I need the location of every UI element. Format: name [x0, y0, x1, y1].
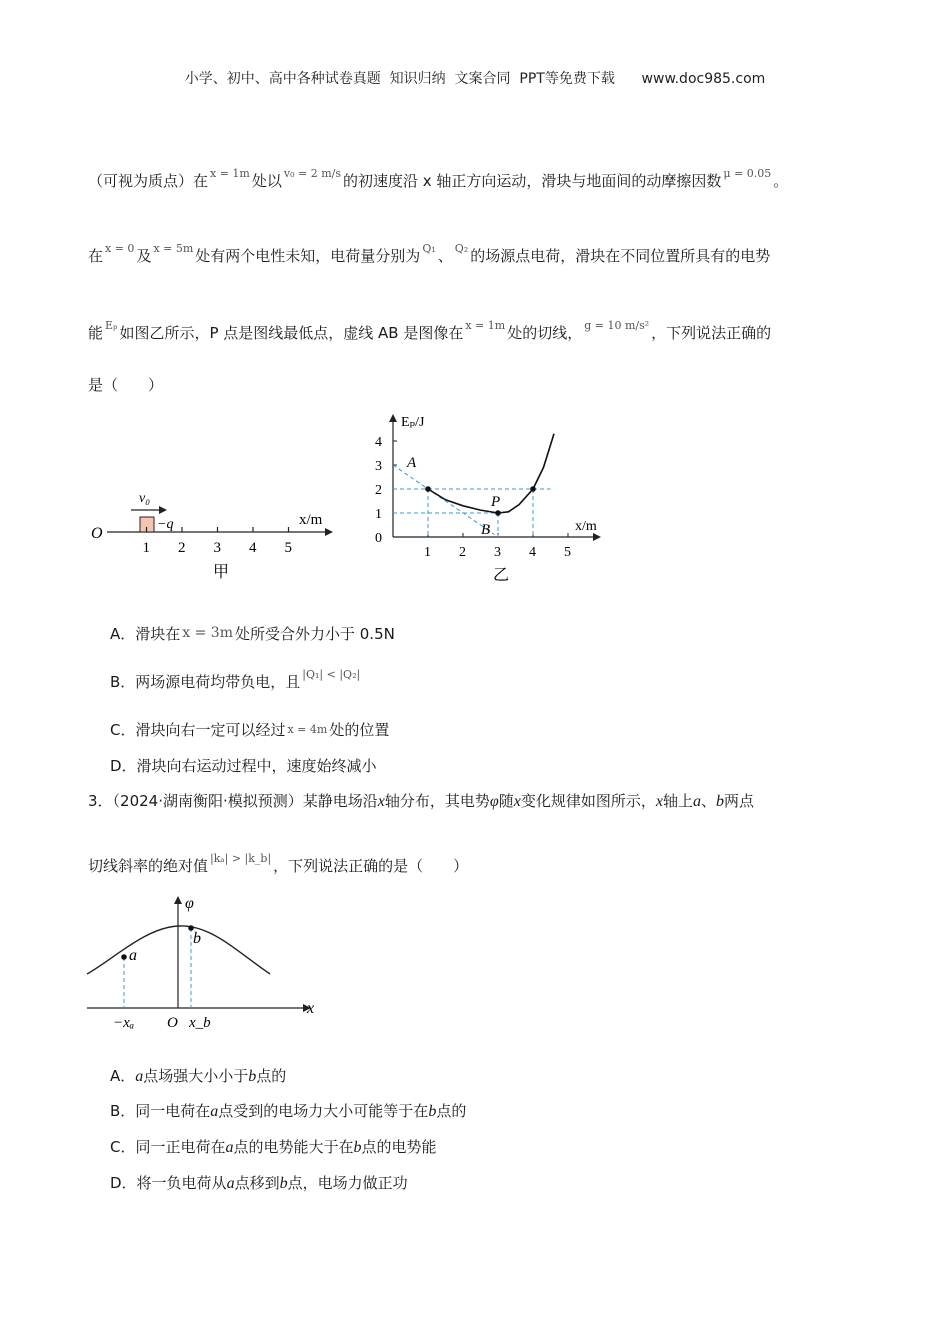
formula: x = 4m — [287, 723, 328, 736]
q2-line-4: 是（ ） — [88, 376, 164, 394]
text: ，下列说法正确的是（ ） — [273, 857, 469, 875]
v0-label: v₀ — [139, 491, 151, 506]
var: x — [377, 793, 385, 810]
formula: |Q₁| < |Q₂| — [302, 668, 361, 681]
text: 轴上 — [663, 792, 694, 810]
formula: Q₂ — [454, 242, 469, 255]
text: 变化规律如图所示， — [520, 792, 656, 810]
point-1 — [425, 486, 431, 492]
text: 处有两个电性未知，电荷量分别为 — [195, 247, 421, 265]
jia-origin: O — [91, 525, 103, 542]
jia-axis-arrow — [325, 528, 333, 536]
text: 、 — [701, 792, 717, 810]
text: 点，电场力做正功 — [287, 1174, 408, 1192]
xb-label: x_b — [189, 1015, 211, 1031]
yi-xtick-label: 5 — [564, 545, 571, 560]
formula: x = 3m — [182, 625, 233, 641]
text: C．同一正电荷在 — [110, 1138, 226, 1156]
text: D．将一负电荷从 — [110, 1174, 227, 1192]
text: 处的位置 — [329, 721, 390, 739]
text: 处所受合外力小于 0.5N — [234, 625, 395, 643]
yi-xlabel: x/m — [575, 519, 597, 534]
var: b — [716, 793, 725, 810]
a-label: a — [129, 947, 137, 964]
text: 的初速度沿 x 轴正方向运动，滑块与地面间的动摩擦因数 — [343, 172, 722, 190]
jia-xlabel: x/m — [299, 512, 323, 528]
jia-tick-label: 2 — [178, 540, 186, 556]
q2-option-b[interactable] — [110, 668, 362, 692]
formula: x = 1m — [210, 167, 250, 180]
text: A． — [110, 1067, 136, 1085]
text: 及 — [136, 247, 152, 265]
velocity-arrowhead — [159, 506, 167, 514]
yi-y-arrow — [389, 414, 397, 422]
q3-line-1 — [88, 790, 754, 811]
var: x — [655, 793, 663, 810]
jia-tick-label: 4 — [249, 540, 257, 556]
var: x — [513, 793, 521, 810]
charge-label: −q — [157, 517, 174, 532]
formula: x = 1m — [465, 319, 506, 332]
var: a — [135, 1068, 144, 1085]
figure-yi — [365, 410, 615, 588]
text: 处的切线， — [507, 324, 583, 342]
yi-xtick-label: 3 — [494, 545, 501, 560]
jia-tick-label: 1 — [142, 540, 150, 556]
formula: x = 5m — [153, 242, 194, 255]
yi-ytick-label: 0 — [375, 531, 382, 546]
text: 点的 — [256, 1067, 287, 1085]
text: 点场强大小小于 — [143, 1067, 249, 1085]
var: b — [428, 1103, 437, 1120]
text: 轴分布，其电势 — [384, 792, 490, 810]
jia-tick-label: 5 — [284, 540, 292, 556]
text: 在 — [88, 247, 104, 265]
text: 点的电势能大于在 — [233, 1138, 354, 1156]
yi-ytick-label: 3 — [375, 459, 382, 474]
yi-ytick-label: 1 — [375, 507, 382, 522]
text: 能 — [88, 324, 104, 342]
x-label: x — [307, 1000, 315, 1017]
var: a — [693, 793, 702, 810]
q3-option-b[interactable] — [110, 1100, 466, 1121]
yi-x-arrow — [593, 533, 601, 541]
q2-option-c[interactable] — [110, 719, 389, 740]
q2-option-d[interactable]: D．滑块向右运动过程中，速度始终减小 — [110, 757, 377, 775]
figure-jia — [85, 480, 345, 585]
label-P: P — [491, 494, 501, 510]
yi-xtick-label: 1 — [424, 545, 431, 560]
text: 点的电势能 — [361, 1138, 437, 1156]
jia-tick-label: 3 — [213, 540, 221, 556]
text: ，下列说法正确的 — [651, 324, 772, 342]
text: B．两场源电荷均带负电，且 — [110, 673, 301, 691]
var: a — [210, 1103, 219, 1120]
point-P — [495, 510, 501, 516]
phi-label: φ — [185, 895, 194, 912]
text: （可视为质点）在 — [88, 172, 209, 190]
yi-xtick-label: 4 — [529, 545, 536, 560]
var: b — [353, 1139, 362, 1156]
q2-line-3 — [88, 319, 772, 343]
point-a — [121, 954, 127, 960]
page-header: 小学、初中、高中各种试卷真题 知识归纳 文案合同 PPT等免费下载 www.doc985.com — [184, 71, 766, 87]
var: b — [279, 1175, 288, 1192]
q3-option-c[interactable] — [110, 1136, 437, 1157]
text: 的场源点电荷，滑块在不同位置所具有的电势 — [470, 247, 771, 265]
q3-line-2 — [88, 852, 469, 876]
b-label: b — [193, 930, 201, 947]
var: a — [226, 1175, 235, 1192]
phi-y-arrow — [174, 896, 182, 904]
label-A: A — [407, 455, 417, 471]
text: 、 — [437, 247, 453, 265]
text: A．滑块在 — [110, 625, 181, 643]
formula: μ = 0.05 — [723, 167, 772, 180]
text: 3．（2024·湖南衡阳·模拟预测）某静电场沿 — [88, 792, 378, 810]
yi-xtick-label: 2 — [459, 545, 466, 560]
yi-ytick-label: 4 — [375, 435, 382, 450]
q2-line-2 — [88, 242, 771, 266]
text: B．同一电荷在 — [110, 1102, 211, 1120]
jia-caption: 甲 — [213, 564, 230, 581]
xa-label: −xₐ — [113, 1015, 135, 1031]
text: C．滑块向右一定可以经过 — [110, 721, 286, 739]
label-B: B — [481, 522, 491, 538]
q2-line-1 — [88, 167, 789, 191]
text: 处以 — [251, 172, 282, 190]
text: 。 — [773, 172, 789, 190]
text: 两点 — [724, 792, 755, 810]
text: 点的 — [436, 1102, 467, 1120]
formula: v₀ = 2 m/s — [283, 167, 341, 180]
point-4 — [530, 486, 536, 492]
text: 点移到 — [234, 1174, 280, 1192]
var: a — [225, 1139, 234, 1156]
formula: Q₁ — [422, 242, 436, 255]
q2-option-a[interactable] — [110, 623, 395, 644]
text: 点受到的电场力大小可能等于在 — [218, 1102, 429, 1120]
formula: |kₐ| > |k_b| — [210, 852, 272, 865]
q3-option-a[interactable] — [110, 1065, 286, 1086]
yi-caption: 乙 — [493, 567, 510, 584]
yi-ylabel: Eₚ/J — [401, 415, 425, 430]
formula: g = 10 m/s² — [584, 319, 650, 332]
yi-ytick-label: 2 — [375, 483, 382, 498]
q3-option-d[interactable] — [110, 1172, 408, 1193]
figure-phi — [85, 890, 325, 1035]
formula: x = 0 — [105, 242, 135, 255]
text: 随 — [498, 792, 514, 810]
origin-label: O — [167, 1015, 178, 1031]
text: 如图乙所示，P 点是图线最低点，虚线 AB 是图像在 — [119, 324, 464, 342]
formula: Eₚ — [105, 319, 118, 332]
text: 切线斜率的绝对值 — [88, 857, 209, 875]
var: b — [248, 1068, 257, 1085]
var: φ — [489, 793, 499, 810]
